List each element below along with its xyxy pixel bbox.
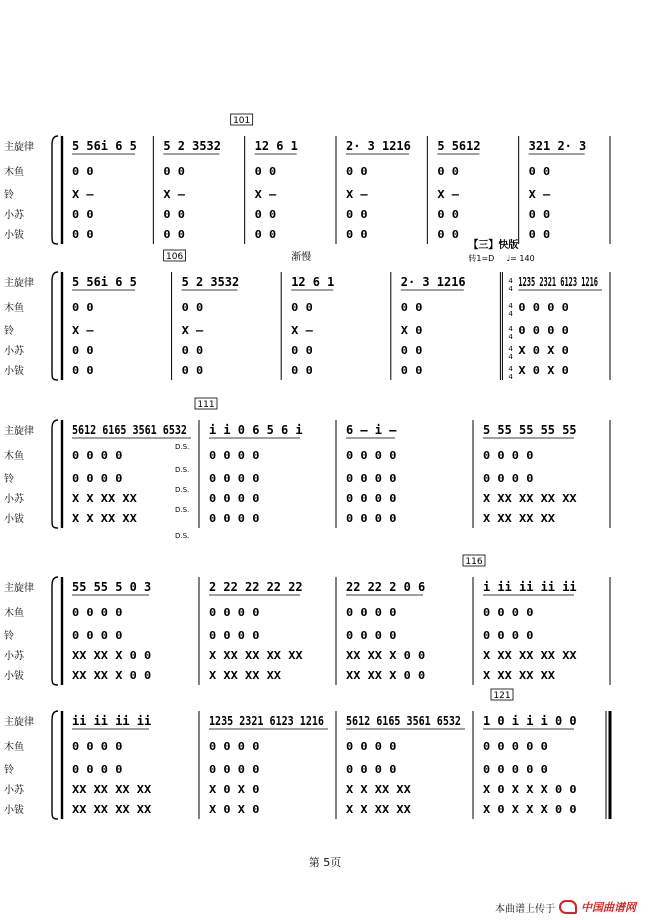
dal-segno-mark: D.S.: [175, 532, 190, 540]
site-brand: 中国曲谱网: [581, 901, 636, 914]
melody-notes: 5 5612: [437, 139, 481, 153]
instrument-label: 铃: [4, 474, 14, 485]
percussion-notes: 0 0 0 0: [72, 606, 123, 619]
section-title: 【三】快版: [468, 240, 519, 251]
percussion-notes: 0 0 0 0: [72, 472, 123, 485]
percussion-notes: X XX XX XX: [483, 512, 556, 525]
system-bracket: [52, 711, 58, 819]
rehearsal-number: 121: [493, 691, 511, 701]
instrument-label: 木鱼: [4, 451, 24, 462]
rehearsal-number: 101: [233, 116, 251, 126]
percussion-notes: 0 0 0 0: [346, 472, 397, 485]
percussion-notes: 0 0 0 0: [72, 740, 123, 753]
instrument-label: 铃: [4, 631, 14, 642]
system-bracket: [52, 136, 58, 244]
percussion-notes: 0 0: [291, 364, 313, 377]
percussion-notes: X –: [346, 188, 369, 201]
percussion-notes: 0 0: [72, 165, 94, 178]
system-bracket: [52, 272, 58, 380]
rehearsal-number: 111: [197, 400, 215, 410]
percussion-notes: 0 0: [400, 344, 423, 357]
tempo-annotation: 渐慢: [291, 252, 312, 263]
time-signature: 4: [508, 353, 513, 361]
percussion-notes: 0 0: [528, 165, 551, 178]
percussion-notes: 0 0: [437, 228, 459, 241]
percussion-notes: 0 0: [346, 228, 368, 241]
percussion-notes: 0 0: [291, 301, 313, 314]
percussion-notes: XX XX X 0 0: [346, 669, 426, 682]
percussion-notes: 0 0 0 0: [346, 606, 397, 619]
percussion-notes: X –: [72, 188, 95, 201]
melody-notes: 321 2· 3: [528, 139, 587, 153]
melody-notes: i ii ii ii ii: [483, 580, 577, 594]
percussion-notes: 0 0: [254, 165, 277, 178]
melody-notes: 5 2 3532: [163, 139, 221, 153]
percussion-notes: X –: [528, 188, 551, 201]
percussion-notes: X 0: [400, 324, 423, 337]
percussion-notes: X XX XX XX: [483, 669, 556, 682]
percussion-notes: XX XX XX XX: [72, 783, 152, 796]
dal-segno-mark: D.S.: [175, 466, 190, 474]
melody-notes: 55 55 5 0 3: [72, 580, 152, 594]
instrument-label: 小苏: [4, 785, 24, 796]
time-signature: 4: [508, 325, 513, 333]
percussion-notes: X –: [163, 188, 186, 201]
percussion-notes: XX XX X 0 0: [72, 649, 152, 662]
system-bracket: [52, 577, 58, 685]
time-signature: 4: [508, 345, 513, 353]
time-signature: 4: [508, 302, 513, 310]
percussion-notes: 0 0 0 0: [209, 629, 260, 642]
percussion-notes: 0 0 0 0: [346, 492, 397, 505]
instrument-label: 主旋律: [4, 278, 34, 289]
percussion-notes: 0 0 0 0: [209, 492, 260, 505]
melody-notes: 5612 6165 3561 6532: [346, 714, 461, 728]
time-signature: 4: [508, 285, 513, 293]
percussion-notes: 0 0: [291, 344, 313, 357]
rehearsal-number: 106: [166, 252, 184, 262]
percussion-notes: X XX XX XX XX: [483, 492, 578, 505]
percussion-notes: 0 0: [72, 208, 94, 221]
melody-notes: 2 22 22 22 22: [209, 580, 303, 594]
percussion-notes: 0 0 0 0 0: [483, 763, 548, 776]
instrument-label: 小钹: [4, 671, 24, 682]
percussion-notes: X 0 X X X 0 0: [483, 783, 577, 796]
percussion-notes: 0 0 0 0: [72, 763, 123, 776]
percussion-notes: 0 0 0 0: [209, 740, 260, 753]
instrument-label: 小苏: [4, 651, 24, 662]
melody-notes: 12 6 1: [291, 275, 335, 289]
instrument-label: 小苏: [4, 210, 24, 221]
melody-notes: 1 0 i i i 0 0: [483, 714, 577, 728]
percussion-notes: 0 0: [181, 364, 204, 377]
page-number: 第 5页: [308, 856, 342, 869]
melody-notes: 6 – i –: [346, 423, 398, 437]
tempo-marking: ♩= 140: [506, 254, 535, 263]
instrument-label: 小钹: [4, 366, 24, 377]
percussion-notes: 0 0: [254, 228, 277, 241]
melody-notes: 12 6 1: [254, 139, 298, 153]
percussion-notes: 0 0: [72, 228, 94, 241]
percussion-notes: 0 0 0 0 0: [483, 740, 548, 753]
percussion-notes: XX XX XX XX: [72, 803, 152, 816]
melody-notes: 22 22 2 0 6: [346, 580, 426, 594]
footer: [495, 899, 636, 915]
percussion-notes: 0 0: [72, 301, 94, 314]
percussion-notes: 0 0 0 0: [346, 629, 397, 642]
melody-notes: 1235 2321 6123 1216: [209, 714, 324, 728]
percussion-notes: X 0 X 0: [209, 803, 260, 816]
percussion-notes: 0 0 0 0: [346, 449, 397, 462]
percussion-notes: XX XX X 0 0: [346, 649, 426, 662]
instrument-label: 主旋律: [4, 142, 34, 153]
percussion-notes: 0 0 0 0: [209, 606, 260, 619]
instrument-label: 铃: [4, 765, 14, 776]
melody-notes: 2· 3 1216: [346, 139, 411, 153]
time-signature: 4: [508, 333, 513, 341]
percussion-notes: 0 0 0 0: [72, 629, 123, 642]
instrument-label: 主旋律: [4, 583, 34, 594]
percussion-notes: 0 0: [437, 165, 459, 178]
rehearsal-number: 116: [465, 557, 483, 567]
upload-text: 本曲谱上传于: [495, 903, 555, 915]
percussion-notes: 0 0: [181, 344, 204, 357]
percussion-notes: X 0 X 0: [518, 364, 569, 377]
percussion-notes: 0 0: [163, 228, 185, 241]
percussion-notes: 0 0 0 0: [483, 472, 534, 485]
melody-notes: 5 56i 6 5: [72, 139, 137, 153]
instrument-label: 小钹: [4, 514, 24, 525]
instrument-label: 小苏: [4, 494, 24, 505]
percussion-notes: 0 0: [528, 208, 551, 221]
time-signature: 4: [508, 277, 513, 285]
time-signature: 4: [508, 373, 513, 381]
percussion-notes: X X XX XX: [72, 492, 138, 505]
percussion-notes: X XX XX XX: [209, 669, 282, 682]
melody-notes: ii ii ii ii: [72, 714, 152, 728]
percussion-notes: 0 0: [346, 165, 368, 178]
percussion-notes: 0 0: [400, 301, 423, 314]
instrument-label: 主旋律: [4, 717, 34, 728]
percussion-notes: 0 0 0 0: [483, 629, 534, 642]
dal-segno-mark: D.S.: [175, 486, 190, 494]
percussion-notes: 0 0: [72, 364, 94, 377]
percussion-notes: 0 0: [163, 208, 185, 221]
percussion-notes: 0 0: [437, 208, 459, 221]
instrument-label: 铃: [4, 326, 14, 337]
system-bracket: [52, 420, 58, 528]
percussion-notes: 0 0 0 0: [209, 763, 260, 776]
percussion-notes: 0 0 0 0: [346, 512, 397, 525]
percussion-notes: 0 0 0 0: [518, 301, 569, 314]
percussion-notes: 0 0: [163, 165, 185, 178]
percussion-notes: X 0 X X X 0 0: [483, 803, 577, 816]
instrument-label: 木鱼: [4, 608, 24, 619]
instrument-label: 木鱼: [4, 167, 24, 178]
percussion-notes: X –: [291, 324, 314, 337]
percussion-notes: 0 0: [346, 208, 368, 221]
percussion-notes: X –: [254, 188, 277, 201]
percussion-notes: X X XX XX: [346, 783, 412, 796]
percussion-notes: 0 0 0 0: [72, 449, 123, 462]
melody-notes: 2· 3 1216: [400, 275, 466, 289]
key-change: 转1=D: [468, 254, 495, 263]
percussion-notes: X –: [72, 324, 95, 337]
melody-notes: 5 56i 6 5: [72, 275, 137, 289]
percussion-notes: 0 0 0 0: [518, 324, 569, 337]
percussion-notes: X X XX XX: [72, 512, 138, 525]
percussion-notes: X –: [181, 324, 204, 337]
percussion-notes: X XX XX XX XX: [483, 649, 578, 662]
melody-notes: 5 2 3532: [181, 275, 240, 289]
instrument-label: 主旋律: [4, 426, 34, 437]
melody-notes: 1235 2321 6123 1216: [518, 275, 598, 289]
percussion-notes: X XX XX XX XX: [209, 649, 304, 662]
percussion-notes: 0 0 0 0: [483, 606, 534, 619]
instrument-label: 小苏: [4, 346, 24, 357]
percussion-notes: X 0 X 0: [518, 344, 569, 357]
percussion-notes: 0 0: [72, 344, 94, 357]
instrument-label: 木鱼: [4, 742, 24, 753]
percussion-notes: X 0 X 0: [209, 783, 260, 796]
percussion-notes: 0 0 0 0: [209, 472, 260, 485]
instrument-label: 木鱼: [4, 303, 24, 314]
time-signature: 4: [508, 310, 513, 318]
melody-notes: i i 0 6 5 6 i: [209, 423, 303, 437]
percussion-notes: X X XX XX: [346, 803, 412, 816]
melody-notes: 5612 6165 3561 6532: [72, 423, 187, 437]
percussion-notes: 0 0: [400, 364, 423, 377]
percussion-notes: 0 0: [528, 228, 551, 241]
dal-segno-mark: D.S.: [175, 443, 190, 451]
melody-notes: 5 55 55 55 55: [483, 423, 577, 437]
percussion-notes: 0 0 0 0: [209, 449, 260, 462]
time-signature: 4: [508, 365, 513, 373]
percussion-notes: 0 0: [254, 208, 277, 221]
percussion-notes: XX XX X 0 0: [72, 669, 152, 682]
percussion-notes: 0 0 0 0: [346, 740, 397, 753]
dal-segno-mark: D.S.: [175, 506, 190, 514]
instrument-label: 小钹: [4, 230, 24, 241]
percussion-notes: 0 0 0 0: [346, 763, 397, 776]
percussion-notes: 0 0: [181, 301, 204, 314]
percussion-notes: 0 0 0 0: [209, 512, 260, 525]
instrument-label: 小钹: [4, 805, 24, 816]
site-logo-icon: [559, 900, 577, 914]
percussion-notes: 0 0 0 0: [483, 449, 534, 462]
percussion-notes: X –: [437, 188, 460, 201]
instrument-label: 铃: [4, 190, 14, 201]
